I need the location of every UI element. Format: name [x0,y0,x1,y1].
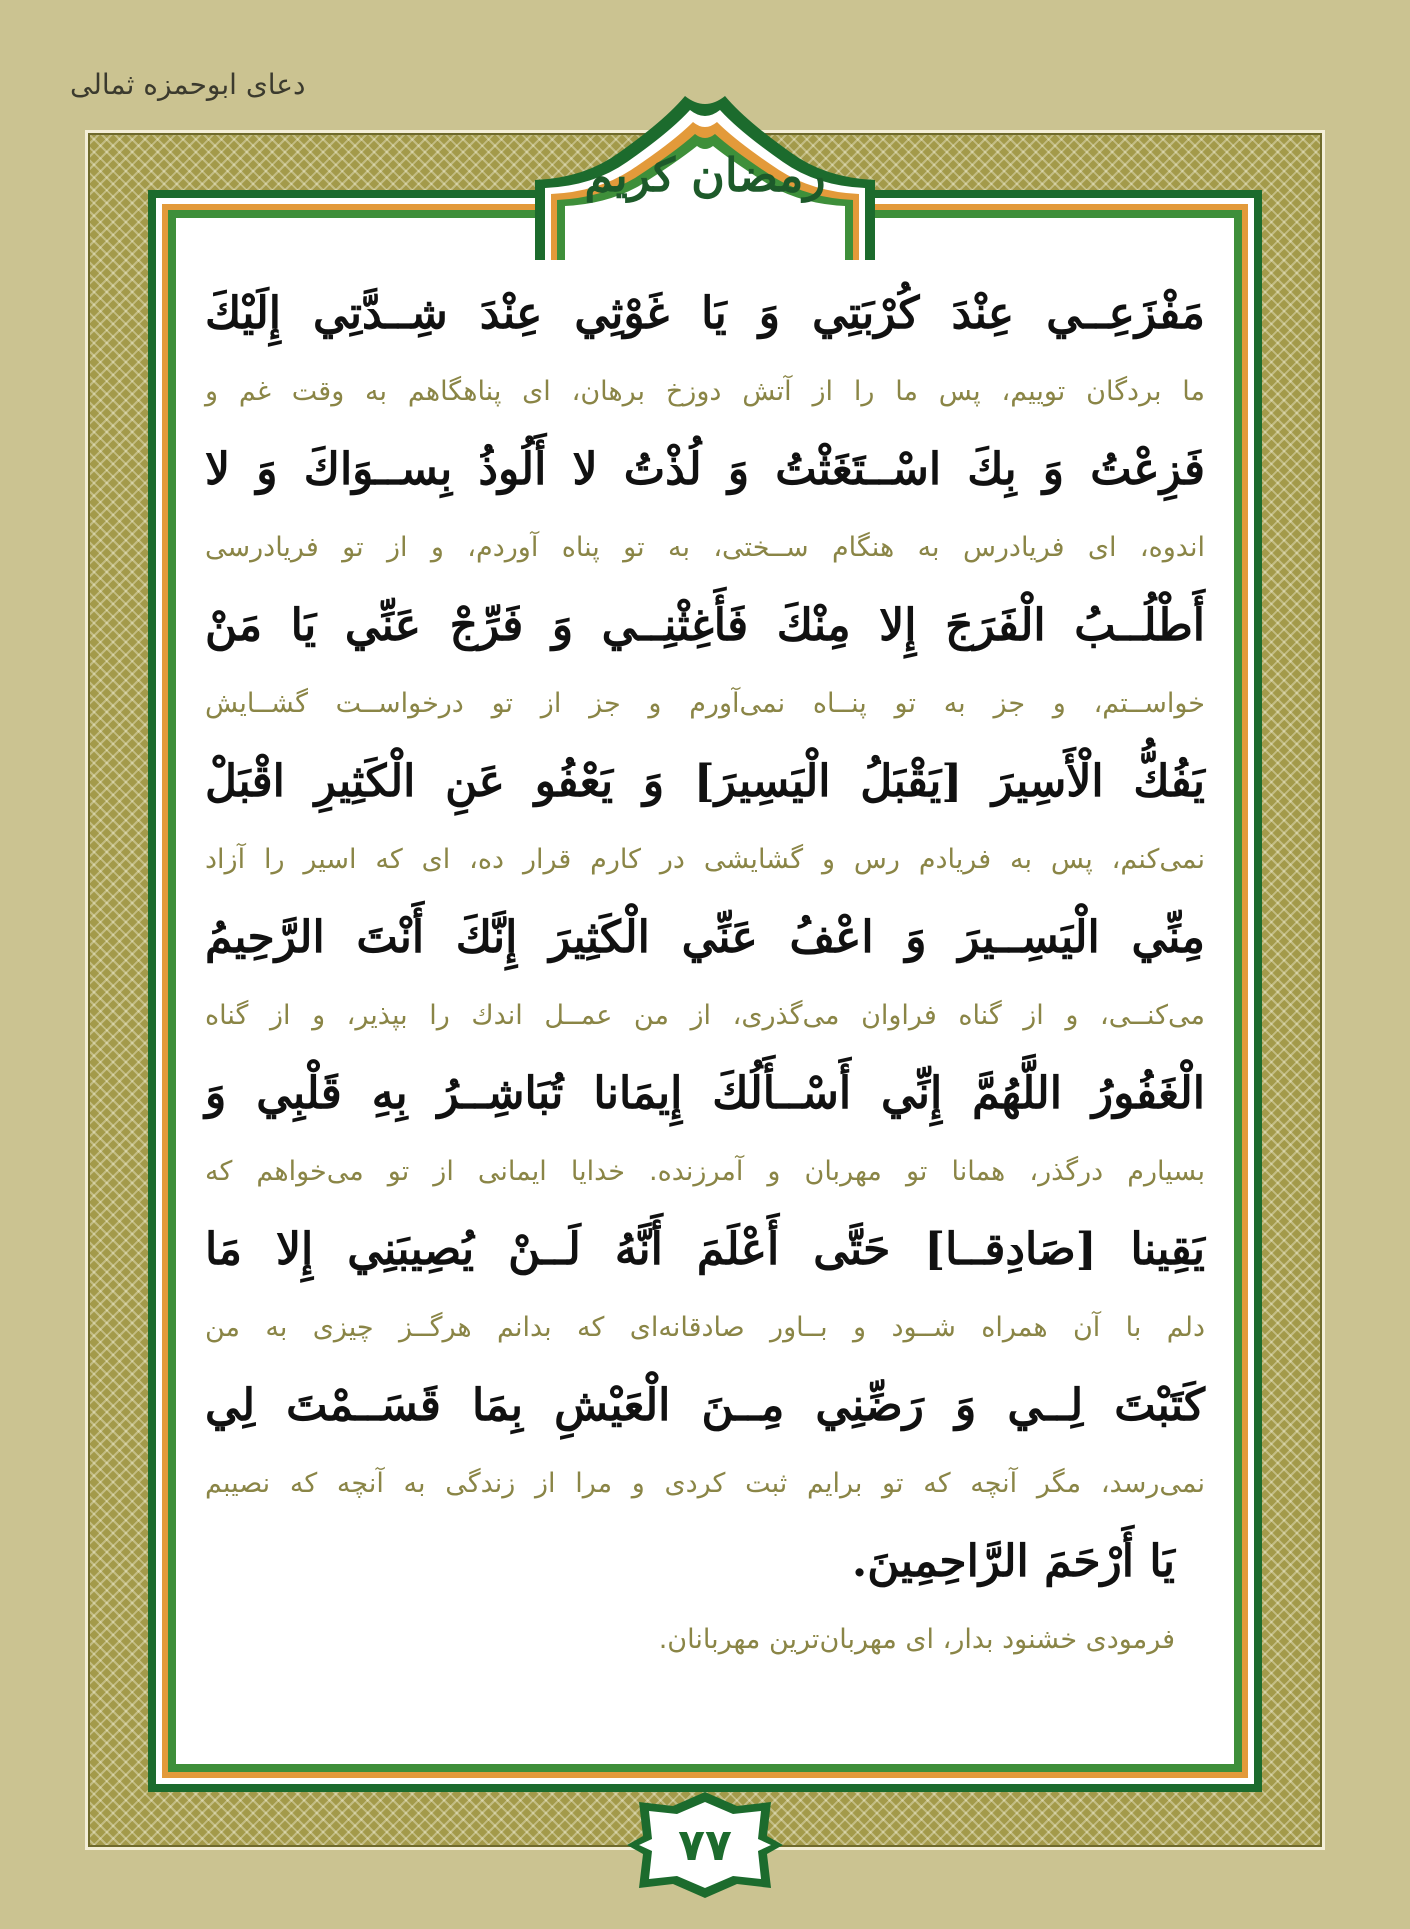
persian-translation-line: بسیارم درگذر، همانا تو مهربان و آمرزنده. خدایا ایمانی از تو می‌خواهم که [205,1156,1205,1187]
page-number: ۷۷ [678,1820,732,1871]
verse-pair [205,1516,1205,1672]
persian-translation-line: ما بردگان توییم، پس ما را از آتش دوزخ برهان، ای پناهگاهم به وقت غم و [205,376,1205,407]
verse-pair [205,1360,1205,1516]
persian-translation-line: نمی‌کنم، پس به فریادم رس و گشایشی در کارم قرار ده، ای که اسیر را آزاد [205,844,1205,875]
verse-pair [205,1204,1205,1360]
verse-pair [205,736,1205,892]
page-number-badge [625,1790,785,1900]
verse-pair [205,580,1205,736]
persian-translation-line: فرمودی خشنود بدار، ای مهربان‌ترین مهربانان. [658,1624,1175,1655]
arabic-line: مِنِّي الْيَسِــيرَ وَ اعْفُ عَنِّي الْكَثِيرَ إِنَّكَ أَنْتَ الرَّحِيمُ [205,912,1205,963]
arabic-line: يَا أَرْحَمَ الرَّاحِمِينَ. [851,1536,1175,1587]
prayer-text [205,268,1205,1672]
persian-translation-line: می‌کنــی، و از گناه فراوان می‌گذری، از من عمــل اندك را بپذیر، و از گناه [205,1000,1205,1031]
persian-translation-line: نمی‌رسد، مگر آنچه که تو برایم ثبت کردی و مرا از زندگی به آنچه که نصیبم [205,1468,1205,1499]
book-title: دعای ابوحمزه ثمالی [70,68,306,101]
badge-text: رمضان کریم [584,148,826,202]
verse-pair [205,424,1205,580]
persian-translation-line: اندوه، ای فریادرس به هنگام ســختی، به تو پناه آوردم، و از تو فریادرسی [205,532,1205,563]
ramadan-badge [525,90,885,260]
verse-pair [205,268,1205,424]
arabic-line: مَفْزَعِــي عِنْدَ كُرْبَتِي وَ يَا غَوْثِي عِنْدَ شِــدَّتِي إِلَيْكَ [205,288,1205,339]
arabic-line: فَزِعْتُ وَ بِكَ اسْــتَغَثْتُ وَ لُذْتُ لا أَلُوذُ بِســوَاكَ وَ لا [205,444,1205,495]
arabic-line: أَطْلُــبُ الْفَرَجَ إِلا مِنْكَ فَأَغِثْنِــي وَ فَرِّجْ عَنِّي يَا مَنْ [205,600,1205,651]
arabic-line: الْغَفُورُ اللَّهُمَّ إِنِّي أَسْــأَلُكَ إِيمَانا تُبَاشِــرُ بِهِ قَلْبِي وَ [205,1068,1205,1119]
arabic-line: كَتَبْتَ لِــي وَ رَضِّنِي مِــنَ الْعَيْشِ بِمَا قَسَــمْتَ لِي [205,1380,1205,1431]
persian-translation-line: دلم با آن همراه شــود و بــاور صادقانه‌ای که بدانم هرگــز چیزی به من [205,1312,1205,1343]
persian-translation-line: خواســتم، و جز به تو پنــاه نمی‌آورم و جز از تو درخواســت گشــایش [205,688,1205,719]
verse-pair [205,892,1205,1048]
arabic-line: يَفُكُّ الْأَسِيرَ [يَقْبَلُ الْيَسِيرَ] وَ يَعْفُو عَنِ الْكَثِيرِ اقْبَلْ [205,756,1205,807]
arabic-line: يَقِينا [صَادِقــا] حَتَّى أَعْلَمَ أَنَّهُ لَــنْ يُصِيبَنِي إِلا مَا [205,1224,1205,1275]
verse-pair [205,1048,1205,1204]
